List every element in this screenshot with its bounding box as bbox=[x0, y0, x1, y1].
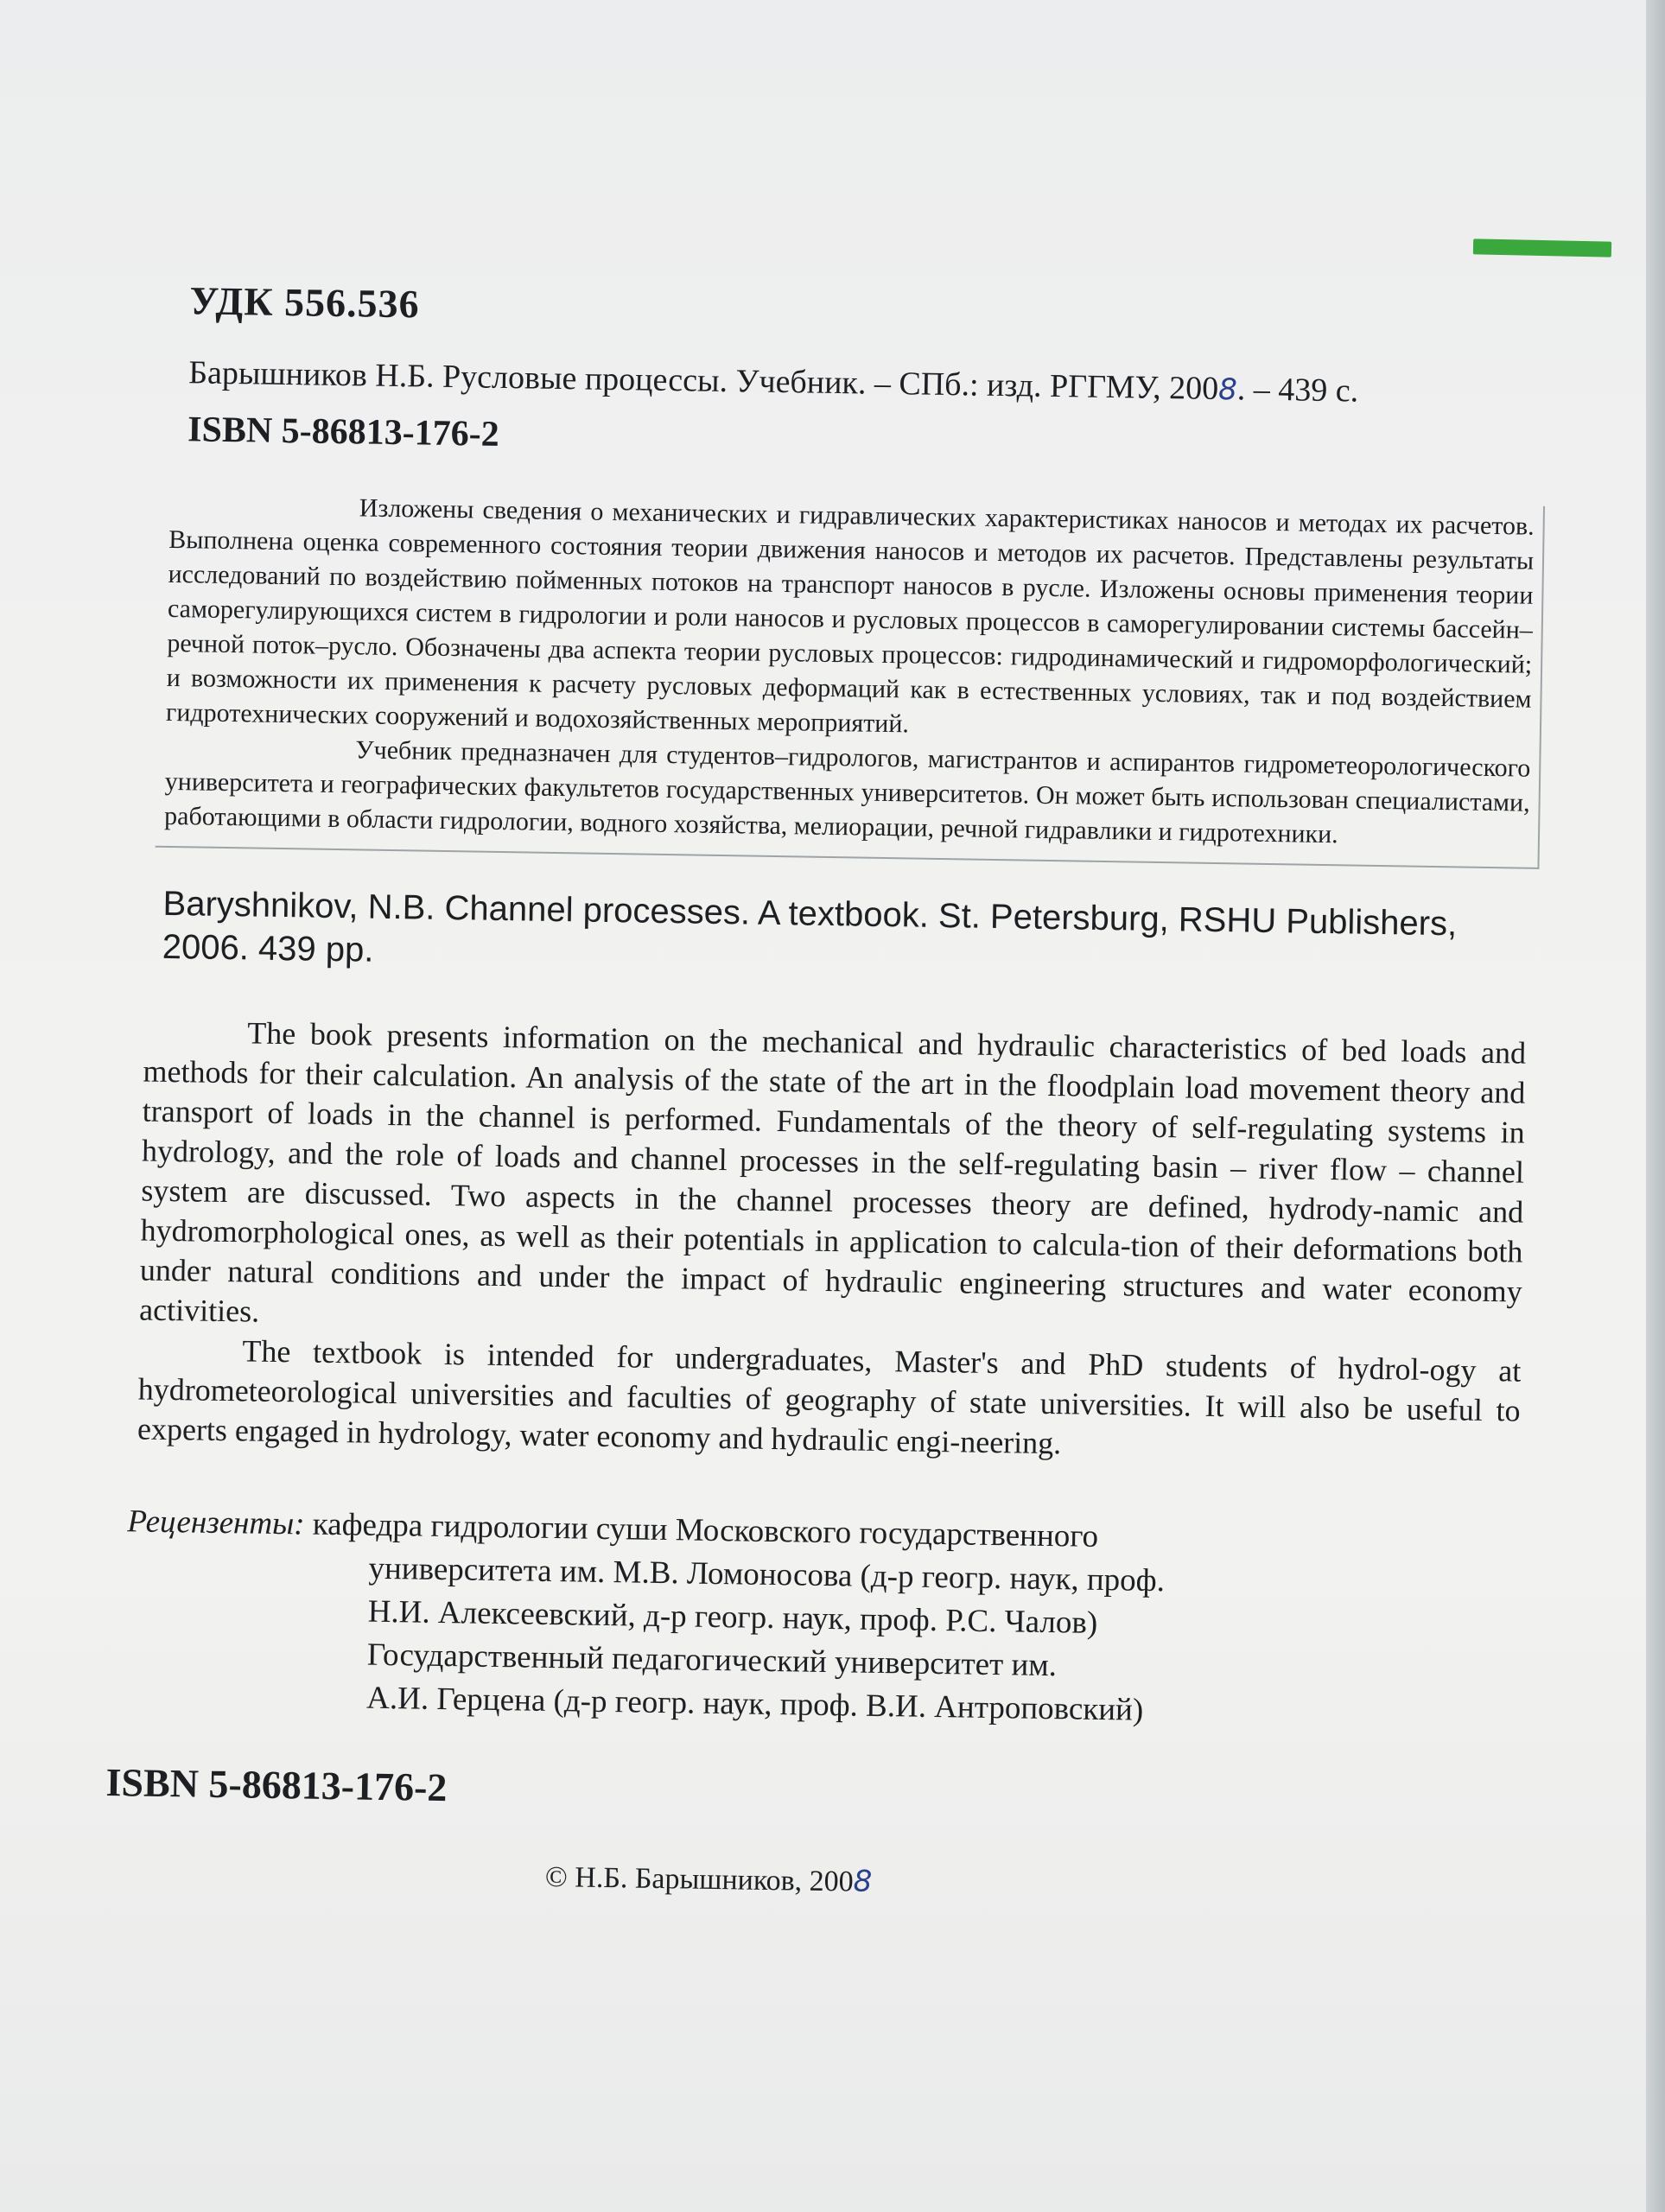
reviewer-line: кафедра гидрологии суши Московского государственного bbox=[312, 1506, 1099, 1554]
abstract-ru-paragraph: Учебник предназначен для студентов–гидрологов, магистрантов и аспирантов гидрометеорологического университета и географических факультетов государственных университетов. Он может быть использован специалистами, работающими в области гидрологии, водного хозяйства, мелиорации, речной гидравлики и гидротехники. bbox=[163, 735, 1531, 849]
copyright-line bbox=[545, 1859, 1513, 1910]
page-content bbox=[96, 276, 1538, 1910]
handwritten-correction: 8 bbox=[1217, 372, 1238, 408]
reviewer-line: Государственный педагогический университет им. bbox=[366, 1637, 1058, 1684]
isbn-bottom: ISBN 5-86813-176-2 bbox=[105, 1759, 448, 1810]
reviewer-line: Н.И. Алексеевский, д-р геогр. наук, проф. Р.С. Чалов) bbox=[367, 1593, 1098, 1641]
abstract-en-paragraph: The book presents information on the mechanical and hydraulic characteristics of bed loads and methods for their calculation. An analysis of the state of the art in the floodplain load movement theory and transport of loads in the channel is performed. Fundamentals of the theory of self-regulating systems in hydrology, and the role of loads and channel processes in the self-regulating basin – river flow – channel system are discussed. Two aspects in the channel processes theory are defined, hydrody-namic and hydromorphological ones, as well as their potentials in application to calcula-tion of their deformations both under natural conditions and under the impact of hydraulic engineering structures and water economy activities. bbox=[138, 1015, 1527, 1329]
reviewer-line: университета им. М.В. Ломоносова (д-р геогр. наук, проф. bbox=[368, 1550, 1166, 1599]
reference-ru-text: Барышников Н.Б. Русловые процессы. Учебник. – СПб.: изд. РГГМУ, 200 bbox=[187, 354, 1219, 407]
bibliographic-reference-en: Baryshnikov, N.B. Channel processes. A textbook. St. Petersburg, RSHU Publishers, 2006. 439 pp. bbox=[162, 884, 1458, 969]
reference-ru-pages: . – 439 с. bbox=[1236, 371, 1359, 410]
reviewers-label: Рецензенты: bbox=[127, 1503, 305, 1542]
reviewers-block bbox=[124, 1500, 1519, 1738]
udk-code: УДК 556.536 bbox=[189, 278, 421, 327]
copyright-symbol: © bbox=[544, 1860, 569, 1894]
reviewer-line: А.И. Герцена (д-р геогр. наук, проф. В.И. Антроповский) bbox=[365, 1680, 1144, 1728]
abstract-en-paragraph: The textbook is intended for undergraduates, Master's and PhD students of hydrol-ogy at hydrometeorological universities and faculties of geography of state universities. It will also be useful to experts engaged in hydrology, water economy and hydraulic engi-neering. bbox=[137, 1333, 1522, 1461]
bibliographic-reference-ru bbox=[188, 351, 1468, 415]
copyright-text: Н.Б. Барышников, 200 bbox=[575, 1861, 855, 1898]
green-cover-edge bbox=[1473, 238, 1611, 257]
abstract-ru-paragraph: Изложены сведения о механических и гидравлических характеристиках наносов и методах их расчетов. Выполнена оценка современного состояния теории движения наносов и методов их расчетов. Представлены результаты исследований по воздействию пойменных потоков на транспорт наносов в русле. Изложены основы применения теории саморегулирующихся систем в гидрологии и роли наносов и русловых процессов в саморегулировании системы бассейн–речной поток–русло. Обозначены два аспекта теории русловых процессов: гидродинамический и гидроморфологический; и возможности их применения к расчету русловых деформаций как в естественных условиях, так и под воздействием гидротехнических сооружений и водохозяйственных мероприятий. bbox=[165, 493, 1535, 739]
abstract-ru-box bbox=[156, 485, 1545, 869]
abstract-en bbox=[103, 1011, 1527, 1471]
page-edge-shadow bbox=[1646, 0, 1665, 2212]
isbn-top: ISBN 5-86813-176-2 bbox=[187, 410, 500, 454]
handwritten-correction: 8 bbox=[853, 1864, 873, 1899]
